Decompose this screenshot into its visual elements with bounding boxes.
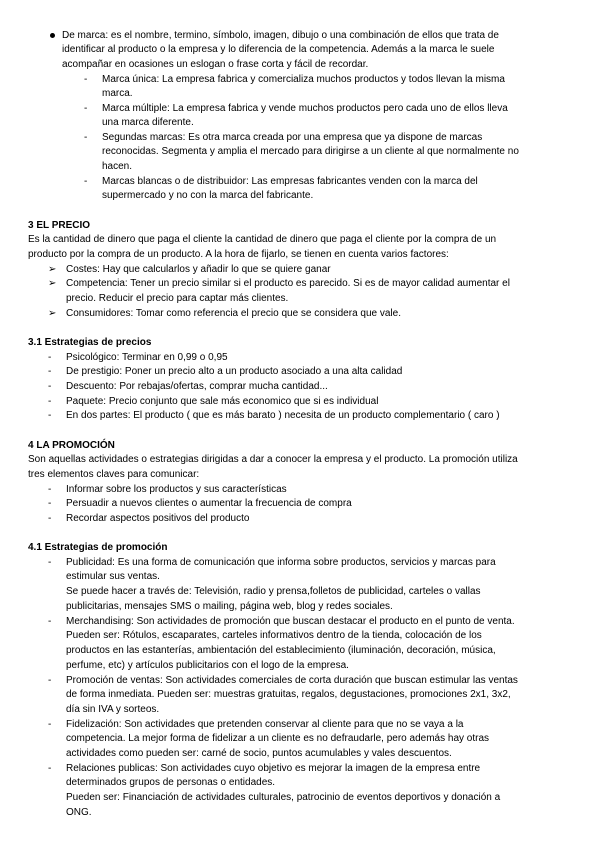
promo-item-line: de forma inmediata. Pueden ser: muestras gratuitas, regalos, degustaciones, promociones 2x1, 3x2, [66, 689, 511, 700]
list-item: De prestigio: Poner un precio alto a un producto asociado a una alta calidad [66, 366, 403, 377]
marca-sub-line: Marca única: La empresa fabrica y comercializa muchos productos y todos llevan la misma [102, 74, 505, 85]
marca-intro-line: identificar al producto o la empresa y lo diferencia de la competencia. Además a la marca le suele [62, 44, 495, 55]
dash-marker: - [84, 176, 88, 187]
promo-item-line: Pueden ser: Financiación de actividades culturales, patrocinio de eventos deportivos y donación a [66, 792, 501, 803]
dash-marker: - [48, 513, 52, 524]
promo-item-line: día sin IVA y sorteos. [66, 704, 160, 715]
promo-item-line: Fidelización: Son actividades que pretenden conservar al cliente para que no se vaya a la [66, 719, 464, 730]
marca-sub-line: Marca múltiple: La empresa fabrica y vende muchos productos pero cada uno de ellos lleva [102, 103, 508, 114]
list-item: Persuadir a nuevos clientes o aumentar la frecuencia de compra [66, 498, 352, 509]
promo-item-line: Publicidad: Es una forma de comunicación que informa sobre productos, servicios y marcas para [66, 557, 496, 568]
arrow-bullet-icon: ➢ [48, 308, 57, 319]
section-heading-estrategias-promocion: 4.1 Estrategias de promoción [28, 542, 168, 553]
marca-sub-line: hacen. [102, 161, 133, 172]
precio-intro-line: Es la cantidad de dinero que paga el cliente la cantidad de dinero que paga el cliente por la compra de un [28, 234, 497, 245]
dash-marker: - [48, 616, 52, 627]
promo-item-line: Se puede hacer a través de: Televisión, radio y prensa,folletos de publicidad, carteles o vallas [66, 586, 481, 597]
promo-item-line: productos en las estanterías, ambientación del establecimiento (iluminación, decoración, música, [66, 645, 496, 656]
marca-sub-line: supermercado y no con la marca del fabricante. [102, 190, 314, 201]
promo-item-line: estimular sus ventas. [66, 571, 160, 582]
marca-sub-line: reconocidas. Segmenta y amplia el mercado para dirigirse a un cliente al que normalmente no [102, 146, 519, 157]
arrow-bullet-icon: ➢ [48, 278, 57, 289]
promo-item-line: competencia. La mejor forma de fidelizar a un cliente es no defraudarle, pero además hay otras [66, 733, 490, 744]
promo-item-line: Pueden ser: Rótulos, escaparates, carteles informativos dentro de la tienda, colocación de los [66, 630, 482, 641]
list-item: En dos partes: El producto ( que es más barato ) necesita de un producto complementario ( caro ) [66, 410, 500, 421]
list-item: Recordar aspectos positivos del producto [66, 513, 250, 524]
dash-marker: - [84, 74, 88, 85]
section-heading-estrategias-precios: 3.1 Estrategias de precios [28, 337, 152, 348]
precio-factor: Consumidores: Tomar como referencia el precio que se considera que vale. [66, 308, 401, 319]
section-heading-precio: 3 EL PRECIO [28, 220, 91, 231]
promocion-intro-line: tres elementos claves para comunicar: [28, 469, 200, 480]
dash-marker: - [48, 352, 52, 363]
marca-intro-line: De marca: es el nombre, termino, símbolo, imagen, dibujo o una combinación de ellos que trata de [62, 30, 499, 41]
dash-marker: - [48, 410, 52, 421]
dash-marker: - [48, 719, 52, 730]
list-item: Paquete: Precio conjunto que sale más economico que si es individual [66, 396, 379, 407]
promo-item-line: determinados grupos de personas o entidades. [66, 777, 276, 788]
list-item: Informar sobre los productos y sus características [66, 484, 287, 495]
dash-marker: - [48, 675, 52, 686]
marca-sub-line: una marca diferente. [102, 117, 194, 128]
arrow-bullet-icon: ➢ [48, 264, 57, 275]
dash-marker: - [84, 103, 88, 114]
dash-marker: - [48, 557, 52, 568]
promo-item-line: Merchandising: Son actividades de promoción que buscan destacar el producto en el punto de venta. [66, 616, 515, 627]
section-heading-promocion: 4 LA PROMOCIÓN [28, 440, 115, 451]
list-item: Descuento: Por rebajas/ofertas, comprar mucha cantidad... [66, 381, 328, 392]
marca-sub-line: marca. [102, 88, 133, 99]
marca-sub-line: Segundas marcas: Es otra marca creada por una empresa que ya dispone de marcas [102, 132, 483, 143]
promo-item-line: actividades como pueden ser: carné de socio, puntos acumulables y vales descuentos. [66, 748, 452, 759]
precio-factor: Competencia: Tener un precio similar si el producto es parecido. Si es de mayor calidad aumentar el [66, 278, 510, 289]
promocion-intro-line: Son aquellas actividades o estrategias dirigidas a dar a conocer la empresa y el producto. La promoción utiliza [28, 454, 518, 465]
dash-marker: - [48, 498, 52, 509]
bullet-icon [50, 33, 55, 38]
promo-item-line: publicitarias, mensajes SMS o mailing, página web, blog y redes sociales. [66, 601, 393, 612]
precio-factor: Costes: Hay que calcularlos y añadir lo que se quiere ganar [66, 264, 331, 275]
precio-factor: precio. Reducir el precio para captar más clientes. [66, 293, 289, 304]
marca-sub-line: Marcas blancas o de distribuidor: Las empresas fabricantes venden con la marca del [102, 176, 478, 187]
dash-marker: - [84, 132, 88, 143]
marca-intro-line: acompañar en ocasiones un eslogan o frase corta y fácil de recordar. [62, 59, 369, 70]
dash-marker: - [48, 396, 52, 407]
promo-item-line: Relaciones publicas: Son actividades cuyo objetivo es mejorar la imagen de la empresa entre [66, 763, 481, 774]
promo-item-line: ONG. [66, 807, 92, 818]
precio-intro-line: producto por la compra de un producto. A la hora de fijarlo, se tienen en cuenta varios factores: [28, 249, 449, 260]
dash-marker: - [48, 484, 52, 495]
dash-marker: - [48, 763, 52, 774]
list-item: Psicológico: Terminar en 0,99 o 0,95 [66, 352, 228, 363]
dash-marker: - [48, 366, 52, 377]
promo-item-line: perfume, etc) y artículos publicitarios con el logo de la empresa. [66, 660, 349, 671]
promo-item-line: Promoción de ventas: Son actividades comerciales de corta duración que buscan estimular las ventas [66, 675, 518, 686]
dash-marker: - [48, 381, 52, 392]
